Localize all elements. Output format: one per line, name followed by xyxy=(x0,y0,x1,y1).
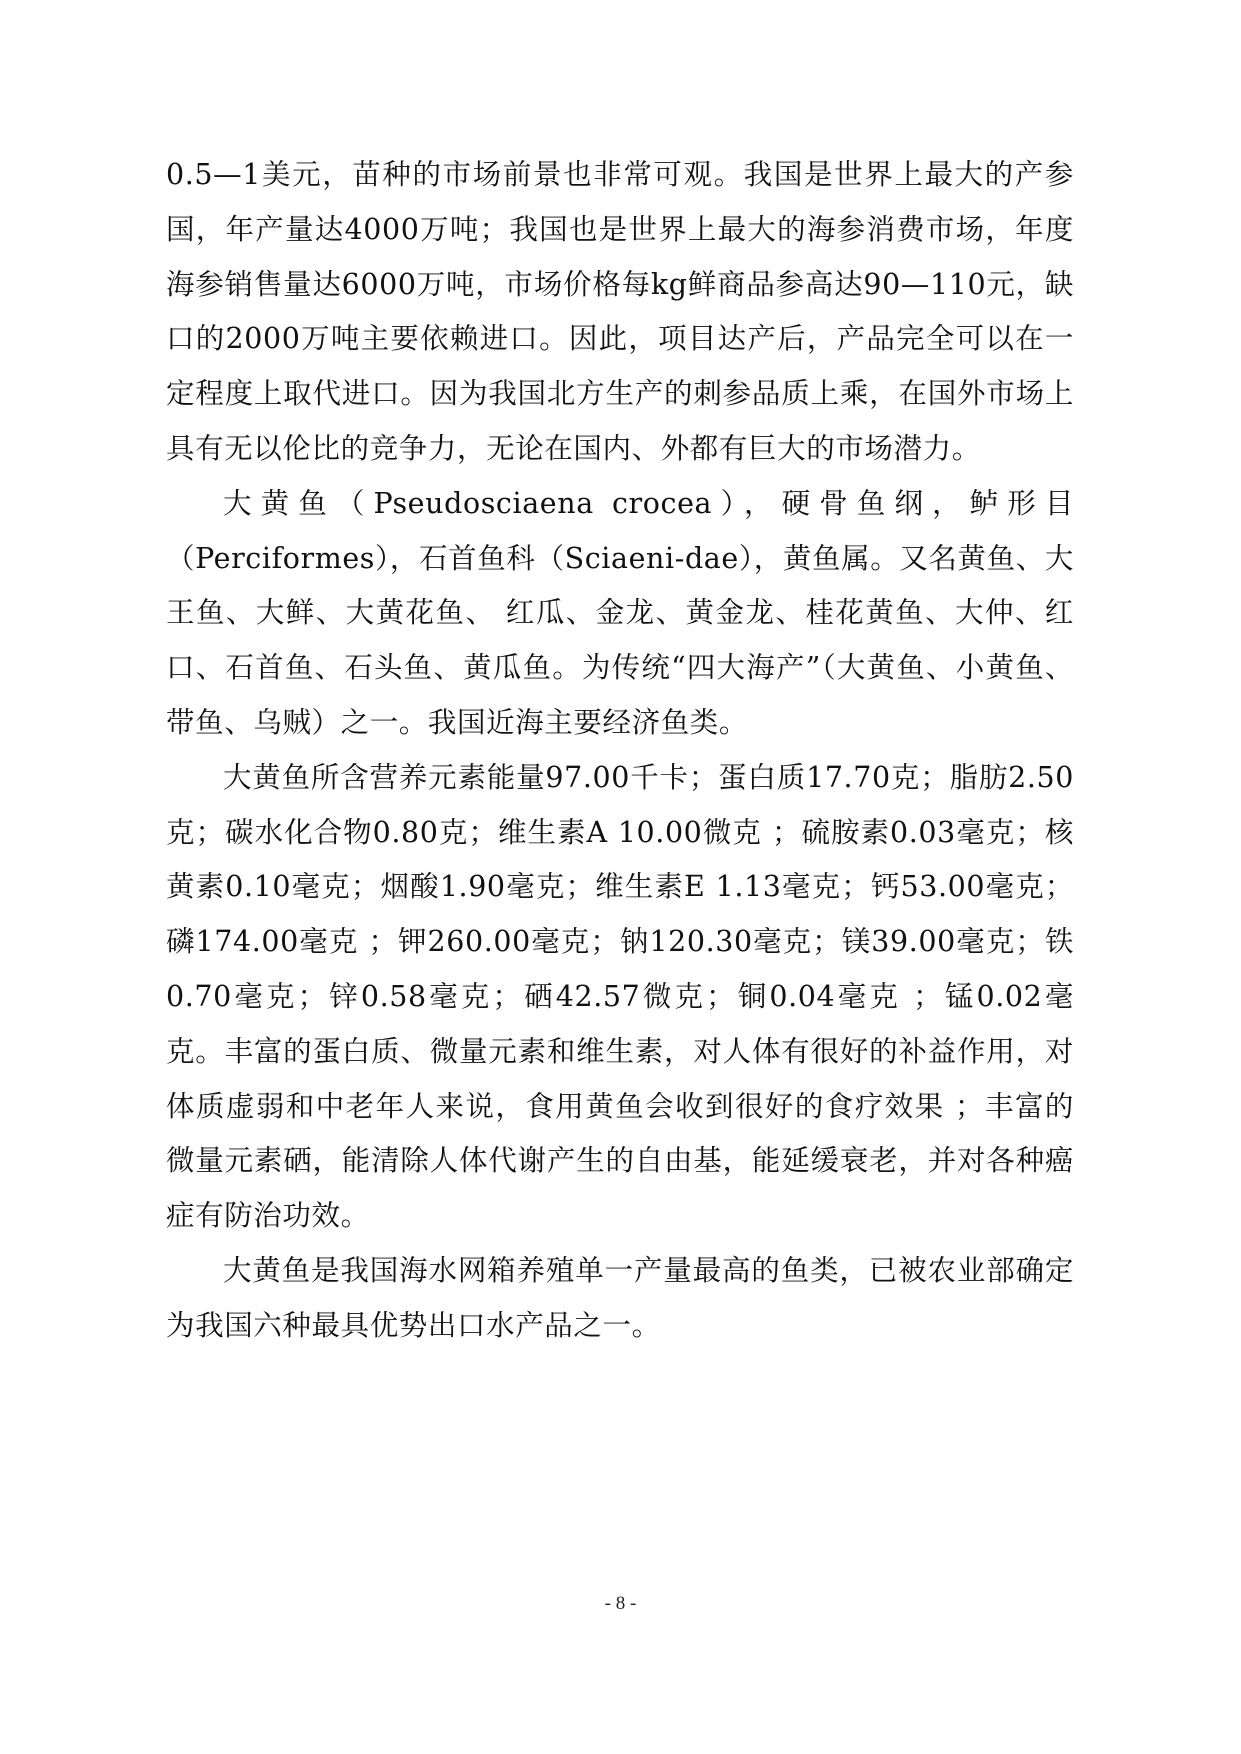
body-text xyxy=(166,148,1074,1354)
market-paragraph: 0.5—1美元，苗种的市场前景也非常可观。我国是世界上最大的产参国，年产量达4000万吨；我国也是世界上最大的海参消费市场，年度海参销售量达6000万吨，市场价格每kg鲜商品参高达90—110元，缺口的2000万吨主要依赖进口。因此，项目达产后，产品完全可以在一定程度上取代进口。因为我国北方生产的刺参品质上乘，在国外市场上具有无以伦比的竞争力，无论在国内、外都有巨大的市场潜力。 xyxy=(166,158,1074,465)
nutrition-paragraph: 大黄鱼所含营养元素能量97.00千卡；蛋白质17.70克；脂肪2.50克；碳水化合物0.80克；维生素A 10.00微克 ；硫胺素0.03毫克；核黄素0.10毫克；烟酸1.90毫克；维生素E 1.13毫克；钙53.00毫克；磷174.00毫克 ；钾260.00毫克；钠120.30毫克；镁39.00毫克；铁0.70毫克；锌0.58毫克；硒42.57微克；铜0.04毫克 ；锰0.02毫克。丰富的蛋白质、微量元素和维生素，对人体有很好的补益作用，对体质虚弱和中老年人来说，食用黄鱼会收到很好的食疗效果 ；丰富的微量元素硒，能清除人体代谢产生的自由基，能延缓衰老，并对各种癌症有防治功效。 xyxy=(166,760,1074,1233)
export-paragraph: 大黄鱼是我国海水网箱养殖单一产量最高的鱼类，已被农业部确定为我国六种最具优势出口水产品之一。 xyxy=(166,1253,1074,1342)
yellow-croaker-intro-paragraph: 大黄鱼（Pseudosciaena crocea），硬骨鱼纲，鲈形目（Perciformes），石首鱼科（Sciaeni-dae），黄鱼属。又名黄鱼、大王鱼、大鲜、大黄花鱼、 红瓜、金龙、黄金龙、桂花黄鱼、大仲、红口、石首鱼、石头鱼、黄瓜鱼。为传统“四大海产”（大黄鱼、小黄鱼、带鱼、乌贼）之一。我国近海主要经济鱼类。 xyxy=(166,486,1074,739)
page-number: - 8 - xyxy=(604,1593,637,1614)
